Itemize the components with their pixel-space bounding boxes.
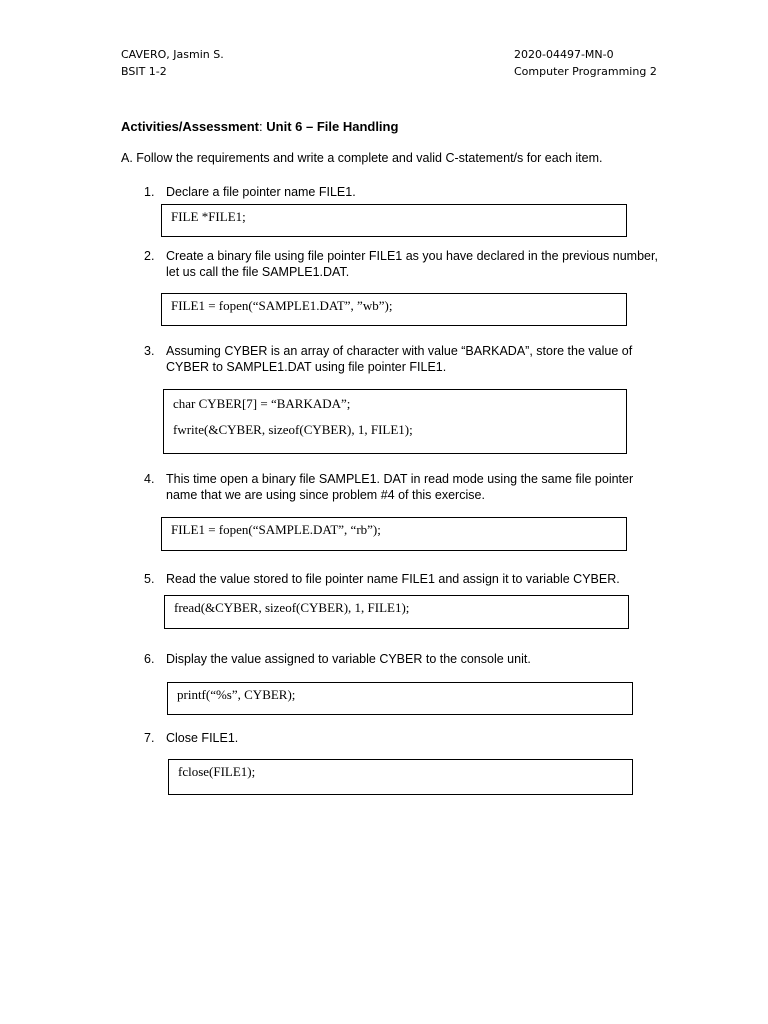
question-line: name that we are using since problem #4 of this exercise. bbox=[166, 488, 485, 502]
page-title bbox=[121, 119, 398, 134]
student-id: 2020-04497-MN-0 bbox=[514, 48, 614, 61]
title-separator: : bbox=[259, 119, 267, 134]
question-text bbox=[166, 730, 726, 746]
question-number: 2. bbox=[144, 249, 155, 263]
answer-code-line: fread(&CYBER, sizeof(CYBER), 1, FILE1); bbox=[174, 600, 410, 615]
question-text bbox=[166, 571, 726, 587]
answer-box-7 bbox=[168, 759, 633, 795]
answer-box-4 bbox=[161, 517, 627, 551]
question-text bbox=[166, 248, 726, 280]
question-line: Declare a file pointer name FILE1. bbox=[166, 185, 356, 199]
question-line: Read the value stored to file pointer name FILE1 and assign it to variable CYBER. bbox=[166, 572, 620, 586]
title-unit: Unit 6 – File Handling bbox=[266, 119, 399, 134]
title-bold: Activities/Assessment bbox=[121, 119, 260, 134]
question-number: 5. bbox=[144, 572, 155, 586]
question-number: 4. bbox=[144, 472, 155, 486]
question-text bbox=[166, 184, 726, 200]
question-number: 7. bbox=[144, 731, 155, 745]
question-line: This time open a binary file SAMPLE1. DAT in read mode using the same file pointer bbox=[166, 472, 634, 486]
answer-code-line: fclose(FILE1); bbox=[178, 764, 256, 779]
question-number: 3. bbox=[144, 344, 155, 358]
answer-code-line: char CYBER[7] = “BARKADA”; bbox=[173, 396, 351, 411]
student-section: BSIT 1-2 bbox=[121, 65, 167, 78]
question-text bbox=[166, 651, 726, 667]
answer-code-line: FILE *FILE1; bbox=[171, 209, 246, 224]
question-line: Assuming CYBER is an array of character with value “BARKADA”, store the value of bbox=[166, 344, 633, 358]
answer-box-1 bbox=[161, 204, 627, 237]
question-number: 6. bbox=[144, 652, 155, 666]
question-number: 1. bbox=[144, 185, 155, 199]
course-name: Computer Programming 2 bbox=[514, 65, 657, 78]
answer-box-6 bbox=[167, 682, 633, 715]
header-left bbox=[121, 46, 224, 80]
question-line: let us call the file SAMPLE1.DAT. bbox=[166, 265, 350, 279]
question-text bbox=[166, 471, 726, 503]
question-line: Create a binary file using file pointer FILE1 as you have declared in the previous number, bbox=[166, 249, 658, 263]
answer-code-line: FILE1 = fopen(“SAMPLE1.DAT”, ”wb”); bbox=[171, 298, 393, 313]
answer-box-3 bbox=[163, 389, 627, 454]
question-line: Close FILE1. bbox=[166, 731, 239, 745]
answer-code-line: printf(“%s”, CYBER); bbox=[177, 687, 296, 702]
question-line: Display the value assigned to variable CYBER to the console unit. bbox=[166, 652, 531, 666]
answer-code-line: FILE1 = fopen(“SAMPLE.DAT”, “rb”); bbox=[171, 522, 381, 537]
question-text bbox=[166, 343, 726, 375]
student-name: CAVERO, Jasmin S. bbox=[121, 48, 224, 61]
answer-box-5 bbox=[164, 595, 629, 629]
answer-box-2 bbox=[161, 293, 627, 326]
question-line: CYBER to SAMPLE1.DAT using file pointer FILE1. bbox=[166, 360, 447, 374]
header-right bbox=[514, 46, 657, 80]
instructions: A. Follow the requirements and write a complete and valid C-statement/s for each item. bbox=[121, 151, 603, 165]
answer-code-line: fwrite(&CYBER, sizeof(CYBER), 1, FILE1); bbox=[173, 422, 413, 437]
